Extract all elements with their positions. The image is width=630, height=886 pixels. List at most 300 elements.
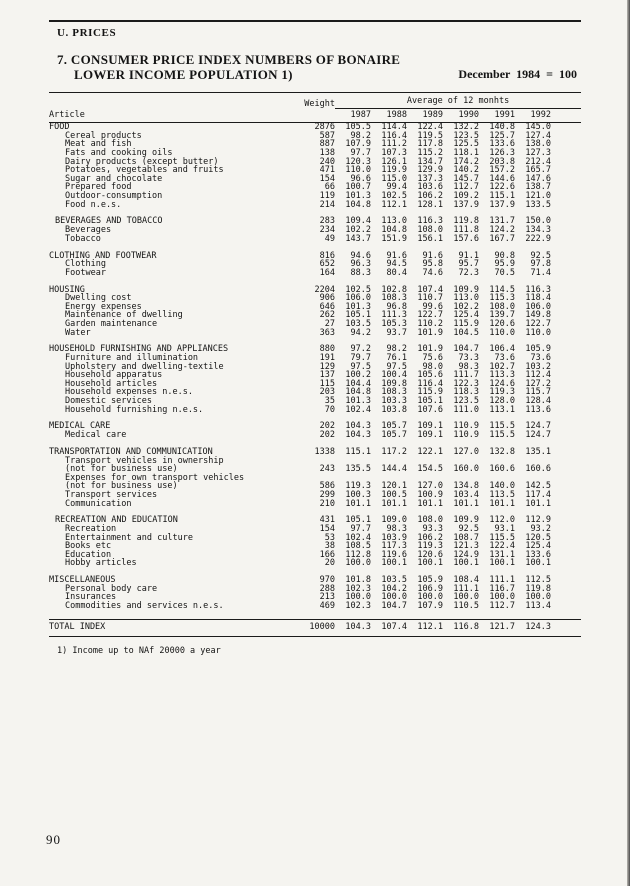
- index-value-cell: 105.9: [525, 344, 551, 355]
- pad-cell: [551, 457, 581, 466]
- index-value-cell: 128.0: [489, 396, 515, 406]
- index-value-cell: 109.2: [453, 190, 479, 201]
- weight-cell: 262: [319, 310, 335, 321]
- index-value-cell: 100.1: [417, 558, 443, 569]
- weight-cell: 2876: [314, 122, 335, 133]
- pad-cell: [551, 602, 581, 611]
- article-cell: Transport vehicles in ownership: [65, 455, 224, 466]
- index-value-cell: 109.4: [345, 216, 371, 227]
- index-value-cell: 112.5: [525, 575, 551, 586]
- index-value-cell: 147.6: [525, 173, 551, 184]
- index-value-cell: 103.5: [381, 575, 407, 586]
- weight-cell: 166: [319, 549, 335, 560]
- index-value-cell: 110.0: [345, 165, 371, 176]
- index-value-cell: 149.8: [525, 310, 551, 321]
- index-value-cell: 115.1: [489, 190, 515, 201]
- index-value-cell: 115.0: [381, 173, 407, 184]
- index-value-cell: 103.5: [345, 318, 371, 329]
- index-value-cell: 95.7: [458, 259, 479, 270]
- weight-cell: 38: [324, 541, 335, 552]
- article-cell: Furniture and illumination: [65, 353, 199, 364]
- index-value-cell: 98.3: [386, 524, 407, 535]
- index-value-cell: 108.0: [489, 301, 515, 312]
- index-value-cell: 154.5: [417, 464, 443, 475]
- article-cell: Dairy products (except butter): [65, 156, 219, 167]
- table-row: [49, 559, 581, 568]
- index-value-cell: 112.7: [453, 182, 479, 193]
- index-value-cell: 100.1: [489, 558, 515, 569]
- pad-cell: [551, 431, 581, 440]
- index-value-cell: 107.3: [381, 147, 407, 158]
- index-value-cell: 112.7: [489, 601, 515, 612]
- index-value-cell: 104.7: [381, 601, 407, 612]
- index-value-cell: 131.1: [489, 549, 515, 560]
- index-value-cell: 73.6: [530, 353, 551, 364]
- index-value-cell: 123.5: [453, 396, 479, 406]
- index-value-cell: 109.9: [453, 515, 479, 526]
- index-value-cell: 144.4: [381, 464, 407, 475]
- index-value-cell: 96.6: [350, 173, 371, 184]
- index-value-cell: 105.3: [381, 318, 407, 329]
- index-value-cell: 121.7: [479, 619, 515, 636]
- pad-cell: [551, 406, 581, 415]
- index-value-cell: 100.0: [381, 592, 407, 603]
- article-cell: Household furnishing n.e.s.: [65, 404, 204, 415]
- pad-cell: [551, 474, 581, 483]
- index-value-cell: 107.6: [417, 404, 443, 415]
- article-cell: MEDICAL CARE: [49, 421, 111, 432]
- index-value-cell: 122.3: [453, 378, 479, 389]
- table-row: [49, 329, 581, 338]
- index-value-cell: 80.4: [386, 267, 407, 278]
- index-value-cell: 108.3: [381, 293, 407, 304]
- article-cell: Recreation: [65, 524, 117, 535]
- index-value-cell: 110.0: [489, 327, 515, 338]
- index-value-cell: 73.3: [458, 353, 479, 364]
- index-value-cell: 100.5: [381, 489, 407, 500]
- index-value-cell: 120.6: [417, 549, 443, 560]
- article-cell: Household apparatus: [65, 370, 163, 381]
- index-value-cell: 108.3: [381, 387, 407, 398]
- index-value-cell: 110.2: [417, 318, 443, 329]
- index-value-cell: 101.3: [345, 396, 371, 406]
- index-value-cell: 105.7: [381, 430, 407, 441]
- index-value-cell: 101.1: [417, 498, 443, 509]
- pad-cell: [551, 525, 581, 534]
- weight-cell: 119: [319, 190, 335, 201]
- year-col-header: 1990: [443, 108, 479, 123]
- index-value-cell: 118.1: [453, 147, 479, 158]
- weight-cell: 240: [319, 156, 335, 167]
- index-value-cell: 106.0: [345, 293, 371, 304]
- index-value-cell: 127.4: [525, 130, 551, 141]
- index-value-cell: 119.3: [489, 387, 515, 398]
- index-value-cell: 102.3: [345, 583, 371, 594]
- index-value-cell: 117.3: [381, 541, 407, 552]
- weight-cell: 816: [319, 250, 335, 261]
- weight-cell: 586: [319, 481, 335, 492]
- weight-cell: 887: [319, 139, 335, 150]
- pad-cell: [551, 175, 581, 184]
- index-value-cell: 144.6: [489, 173, 515, 184]
- table-body: [49, 123, 581, 636]
- index-value-cell: 102.8: [381, 284, 407, 295]
- index-value-cell: 103.9: [381, 532, 407, 543]
- index-value-cell: 150.0: [525, 216, 551, 227]
- index-value-cell: 102.3: [345, 601, 371, 612]
- weight-cell: 214: [319, 199, 335, 210]
- index-value-cell: 133.6: [525, 549, 551, 560]
- weight-cell: 652: [319, 259, 335, 270]
- index-value-cell: 94.5: [386, 259, 407, 270]
- index-value-cell: 101.1: [489, 498, 515, 509]
- article-cell: Hobby articles: [65, 558, 137, 569]
- index-value-cell: 105.6: [417, 370, 443, 381]
- index-value-cell: 116.7: [489, 583, 515, 594]
- index-value-cell: 137.9: [453, 199, 479, 210]
- column-header-row: [49, 108, 581, 123]
- index-value-cell: 117.8: [417, 139, 443, 150]
- index-value-cell: 112.8: [345, 549, 371, 560]
- pad-cell: [551, 320, 581, 329]
- pad-cell: [551, 183, 581, 192]
- index-value-cell: 71.4: [530, 267, 551, 278]
- index-value-cell: 110.5: [453, 601, 479, 612]
- article-cell: Medical care: [65, 430, 127, 441]
- index-value-cell: 93.1: [494, 524, 515, 535]
- index-value-cell: 115.9: [453, 318, 479, 329]
- weight-cell: 53: [324, 532, 335, 543]
- index-value-cell: 111.1: [489, 575, 515, 586]
- index-value-cell: 101.9: [417, 327, 443, 338]
- index-value-cell: 100.0: [489, 592, 515, 603]
- index-value-cell: 133.6: [489, 139, 515, 150]
- index-value-cell: 119.3: [345, 481, 371, 492]
- index-value-cell: 105.1: [345, 515, 371, 526]
- pad-cell: [551, 329, 581, 338]
- index-value-cell: 104.3: [335, 619, 371, 636]
- weight-cell: 243: [319, 464, 335, 475]
- index-value-cell: 127.0: [453, 446, 479, 457]
- article-cell: TOTAL INDEX: [49, 619, 287, 636]
- index-value-cell: 97.5: [386, 361, 407, 372]
- article-cell: Fats and cooking oils: [65, 147, 173, 158]
- index-value-cell: 100.1: [525, 558, 551, 569]
- index-value-cell: 124.2: [489, 225, 515, 236]
- index-value-cell: 122.4: [417, 122, 443, 133]
- index-value-cell: 124.6: [489, 378, 515, 389]
- year-col-header: 1987: [335, 108, 371, 123]
- index-value-cell: 212.4: [525, 156, 551, 167]
- index-value-cell: 119.8: [453, 216, 479, 227]
- table-row: [49, 431, 581, 440]
- index-value-cell: 140.2: [453, 165, 479, 176]
- index-value-cell: 121.0: [525, 190, 551, 201]
- article-cell: Food n.e.s.: [65, 199, 122, 210]
- article-cell: Entertainment and culture: [65, 532, 193, 543]
- weight-cell: 10000: [287, 619, 335, 636]
- index-value-cell: 104.3: [345, 421, 371, 432]
- index-value-cell: 174.2: [453, 156, 479, 167]
- pad-cell: [551, 303, 581, 312]
- table-row: [49, 406, 581, 415]
- index-value-cell: 119.8: [525, 583, 551, 594]
- index-value-cell: 88.3: [350, 267, 371, 278]
- pad-cell: [551, 166, 581, 175]
- weight-cell: 20: [324, 558, 335, 569]
- index-value-cell: 113.0: [381, 216, 407, 227]
- year-col-header: 1992: [515, 108, 551, 123]
- article-cell: CLOTHING AND FOOTWEAR: [49, 250, 157, 261]
- index-value-cell: 103.4: [453, 489, 479, 500]
- index-value-cell: 125.4: [453, 310, 479, 321]
- index-value-cell: 119.5: [417, 130, 443, 141]
- index-value-cell: 95.8: [422, 259, 443, 270]
- index-value-cell: 109.0: [381, 515, 407, 526]
- footnote: 1) Income up to NAf 20000 a year: [57, 645, 221, 656]
- pad-cell: [551, 269, 581, 278]
- index-value-cell: 118.3: [453, 387, 479, 398]
- index-value-cell: 97.5: [350, 361, 371, 372]
- index-value-cell: 127.2: [525, 378, 551, 389]
- pad-cell: [551, 286, 581, 295]
- weight-cell: 213: [319, 592, 335, 603]
- pad-cell: [551, 551, 581, 560]
- index-value-cell: 156.1: [417, 233, 443, 244]
- index-value-cell: 96.3: [350, 259, 371, 270]
- index-value-cell: 151.9: [381, 233, 407, 244]
- index-value-cell: 122.1: [417, 446, 443, 457]
- pad-cell: [551, 500, 581, 509]
- year-col-header: 1991: [479, 108, 515, 123]
- pad-cell: [551, 534, 581, 543]
- year-col-header: 1989: [407, 108, 443, 123]
- index-value-cell: 108.0: [417, 225, 443, 236]
- index-value-cell: 113.4: [525, 601, 551, 612]
- pad-cell: [551, 482, 581, 491]
- weight-cell: 906: [319, 293, 335, 304]
- title-line-1: 7. CONSUMER PRICE INDEX NUMBERS OF BONAIRE: [57, 52, 401, 67]
- index-value-cell: 102.4: [345, 404, 371, 415]
- index-value-cell: 73.6: [494, 353, 515, 364]
- weight-cell: 469: [319, 601, 335, 612]
- article-cell: Garden maintenance: [65, 318, 158, 329]
- index-value-cell: 113.6: [525, 404, 551, 415]
- index-value-cell: 105.1: [345, 310, 371, 321]
- pad-cell: [551, 585, 581, 594]
- index-value-cell: 102.7: [489, 361, 515, 372]
- index-value-cell: 114.5: [489, 284, 515, 295]
- article-cell: Communication: [65, 498, 132, 509]
- index-value-cell: 110.0: [525, 327, 551, 338]
- index-value-cell: 116.4: [381, 130, 407, 141]
- pad-cell: [551, 294, 581, 303]
- index-value-cell: 116.3: [525, 284, 551, 295]
- index-value-cell: 117.2: [381, 446, 407, 457]
- index-value-cell: 119.9: [381, 165, 407, 176]
- index-value-cell: 100.0: [453, 592, 479, 603]
- index-value-cell: 96.8: [386, 301, 407, 312]
- index-value-cell: 133.5: [525, 199, 551, 210]
- pad-cell: [551, 397, 581, 406]
- index-value-cell: 122.4: [489, 541, 515, 552]
- pad-cell: [551, 123, 581, 132]
- weight-cell: 299: [319, 489, 335, 500]
- index-value-cell: 106.2: [417, 532, 443, 543]
- article-cell: Transport services: [65, 489, 158, 500]
- article-cell: (not for business use): [65, 481, 178, 492]
- index-value-cell: 125.4: [525, 541, 551, 552]
- article-cell: Clothing: [65, 259, 106, 270]
- index-value-cell: 126.3: [489, 147, 515, 158]
- index-value-cell: 97.7: [350, 147, 371, 158]
- index-value-cell: 101.9: [417, 344, 443, 355]
- pad-cell: [551, 311, 581, 320]
- index-value-cell: 137.9: [489, 199, 515, 210]
- weight-cell: 431: [319, 515, 335, 526]
- article-cell: Cereal products: [65, 130, 142, 141]
- index-value-cell: 70.5: [494, 267, 515, 278]
- index-value-cell: 120.3: [345, 156, 371, 167]
- top-rule: [49, 20, 581, 22]
- avg-of-12-months-header: Average of 12 monhts: [335, 93, 581, 109]
- index-value-cell: 129.9: [417, 165, 443, 176]
- index-value-cell: 98.2: [350, 130, 371, 141]
- weight-cell: 27: [324, 318, 335, 329]
- article-cell: HOUSING: [49, 284, 85, 295]
- pad-cell: [551, 192, 581, 201]
- pad-cell: [551, 201, 581, 210]
- index-value-cell: 79.7: [350, 353, 371, 364]
- index-value-cell: 91.1: [458, 250, 479, 261]
- index-value-cell: 105.7: [381, 421, 407, 432]
- table-row: [49, 235, 581, 244]
- index-value-cell: 125.5: [453, 139, 479, 150]
- index-value-cell: 97.7: [350, 524, 371, 535]
- pad-cell: [551, 158, 581, 167]
- index-value-cell: 102.5: [345, 284, 371, 295]
- pad-cell: [551, 388, 581, 397]
- index-value-cell: 107.9: [417, 601, 443, 612]
- index-value-cell: 72.3: [458, 267, 479, 278]
- pad-cell: [551, 354, 581, 363]
- weight-cell: 138: [319, 147, 335, 158]
- index-value-cell: 115.5: [489, 430, 515, 441]
- index-value-cell: 92.5: [458, 524, 479, 535]
- pad-cell: [551, 465, 581, 474]
- index-value-cell: 109.1: [417, 430, 443, 441]
- index-value-cell: 128.1: [417, 199, 443, 210]
- index-value-cell: 135.1: [525, 446, 551, 457]
- index-value-cell: 93.2: [530, 524, 551, 535]
- index-value-cell: 104.8: [345, 387, 371, 398]
- article-cell: Household expenses n.e.s.: [65, 387, 193, 398]
- pad-cell: [551, 593, 581, 602]
- index-value-cell: 203.8: [489, 156, 515, 167]
- article-cell: Footwear: [65, 267, 106, 278]
- index-value-cell: 123.5: [453, 130, 479, 141]
- index-value-cell: 104.8: [381, 225, 407, 236]
- index-value-cell: 100.4: [381, 370, 407, 381]
- article-cell: Upholstery and dwelling-textile: [65, 361, 224, 372]
- index-value-cell: 137.3: [417, 173, 443, 184]
- pad-cell: [551, 132, 581, 141]
- pad-cell: [551, 516, 581, 525]
- index-value-cell: 112.9: [525, 515, 551, 526]
- pad-cell: [551, 491, 581, 500]
- index-value-cell: 106.2: [417, 190, 443, 201]
- article-cell: Maintenance of dwelling: [65, 310, 183, 321]
- empty-header-cell: [287, 108, 335, 123]
- article-cell: TRANSPORTATION AND COMMUNICATION: [49, 446, 213, 457]
- index-value-cell: 109.1: [417, 421, 443, 432]
- index-value-cell: 110.9: [453, 421, 479, 432]
- weight-cell: 70: [324, 404, 335, 415]
- index-value-cell: 143.7: [345, 233, 371, 244]
- index-value-cell: 112.1: [381, 199, 407, 210]
- pad-cell: [551, 260, 581, 269]
- article-cell: Personal body care: [65, 583, 158, 594]
- article-cell: HOUSEHOLD FURNISHING AND APPLIANCES: [49, 344, 229, 355]
- index-value-cell: 104.2: [381, 583, 407, 594]
- index-value-cell: 115.2: [417, 147, 443, 158]
- index-value-cell: 140.0: [489, 481, 515, 492]
- weight-col-header: Weight: [304, 98, 335, 109]
- weight-cell: 880: [319, 344, 335, 355]
- index-value-cell: 93.3: [422, 524, 443, 535]
- pad-cell: [551, 140, 581, 149]
- index-value-cell: 99.4: [386, 182, 407, 193]
- index-value-cell: 110.9: [453, 430, 479, 441]
- index-value-cell: 101.3: [345, 301, 371, 312]
- weight-cell: 202: [319, 430, 335, 441]
- index-value-cell: 126.1: [381, 156, 407, 167]
- index-value-cell: 92.5: [530, 250, 551, 261]
- index-value-cell: 116.4: [417, 378, 443, 389]
- index-value-cell: 76.1: [386, 353, 407, 364]
- weight-cell: 164: [319, 267, 335, 278]
- index-value-cell: 94.2: [350, 327, 371, 338]
- index-value-cell: 104.7: [453, 344, 479, 355]
- index-value-cell: 103.3: [381, 396, 407, 406]
- index-value-cell: 128.4: [525, 396, 551, 406]
- index-value-cell: 75.6: [422, 353, 443, 364]
- index-value-cell: 124.9: [453, 549, 479, 560]
- article-cell: (not for business use): [65, 464, 178, 475]
- table-row: [49, 602, 581, 611]
- article-cell: Energy expenses: [65, 301, 142, 312]
- article-cell: Household articles: [65, 378, 158, 389]
- weight-cell: 471: [319, 165, 335, 176]
- index-value-cell: 113.3: [489, 370, 515, 381]
- index-value-cell: 138.7: [525, 182, 551, 193]
- pad-cell: [551, 619, 581, 636]
- pad-cell: [551, 380, 581, 389]
- weight-cell: 129: [319, 361, 335, 372]
- index-value-cell: 134.3: [525, 225, 551, 236]
- pad-cell: [551, 235, 581, 244]
- weight-cell: 283: [319, 216, 335, 227]
- pad-cell: [551, 108, 581, 123]
- index-value-cell: 98.2: [386, 344, 407, 355]
- index-value-cell: 105.1: [417, 396, 443, 406]
- year-col-header: 1988: [371, 108, 407, 123]
- index-value-cell: 100.0: [417, 592, 443, 603]
- weight-cell: 49: [324, 233, 335, 244]
- index-value-cell: 111.3: [381, 310, 407, 321]
- index-value-cell: 112.1: [407, 619, 443, 636]
- index-value-cell: 100.0: [345, 592, 371, 603]
